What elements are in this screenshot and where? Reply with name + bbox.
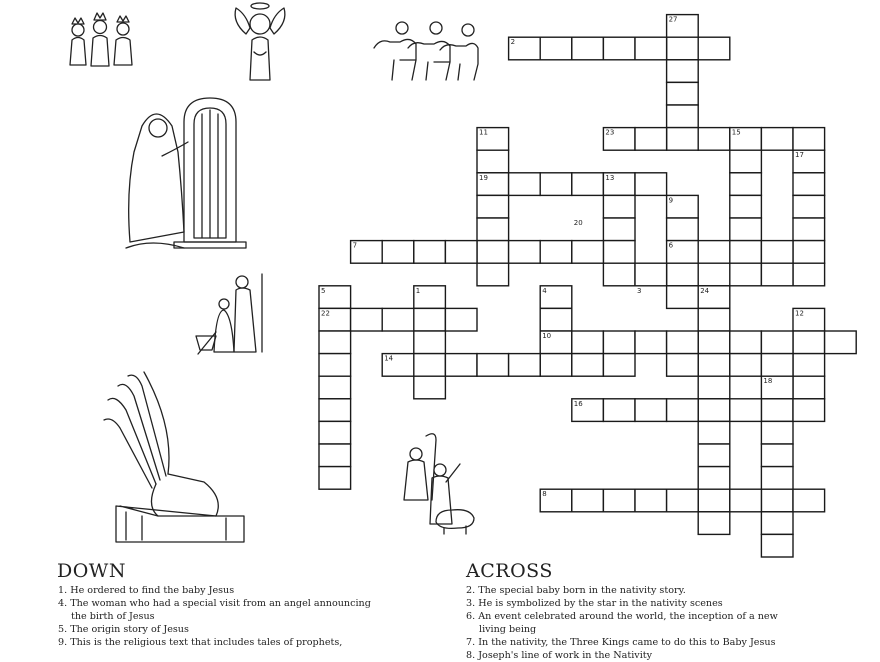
grid-cell[interactable] [445, 308, 477, 331]
grid-cell[interactable] [635, 331, 667, 354]
three-kings-icon [66, 10, 140, 74]
clue-number: 14 [384, 354, 394, 363]
grid-cell[interactable] [667, 60, 699, 83]
grid-cell[interactable] [540, 354, 572, 377]
grid-cell[interactable] [667, 218, 699, 241]
grid-cell[interactable] [414, 354, 446, 377]
grid-cell[interactable] [793, 173, 825, 196]
clue-number: 9 [668, 196, 674, 205]
grid-cell[interactable] [603, 37, 635, 60]
grid-cell[interactable] [540, 37, 572, 60]
grid-cell[interactable] [730, 331, 762, 354]
grid-cell[interactable] [793, 376, 825, 399]
clue-number: 15 [731, 128, 741, 137]
grid-cell[interactable] [477, 195, 509, 218]
nativity-family-icon [192, 270, 272, 362]
grid-cell[interactable] [572, 331, 604, 354]
grid-cell[interactable] [477, 263, 509, 286]
grid-cell[interactable] [761, 467, 793, 490]
grid-cell[interactable] [667, 105, 699, 128]
grid-cell[interactable] [698, 376, 730, 399]
grid-cell[interactable] [414, 331, 446, 354]
down-clue: 4. The woman who had a special visit from an angel announcing the birth of Jesus [58, 598, 371, 622]
grid-cell[interactable] [730, 489, 762, 512]
grid-cell[interactable] [730, 173, 762, 196]
grid-cell[interactable] [730, 241, 762, 264]
grid-cell[interactable] [698, 241, 730, 264]
grid-cell[interactable] [477, 354, 509, 377]
grid-cell[interactable] [730, 263, 762, 286]
clue-number: 1 [415, 286, 421, 295]
grid-cell[interactable] [698, 308, 730, 331]
king-right [114, 16, 132, 65]
down-clue-list [58, 584, 388, 649]
clue-number: 11 [479, 128, 488, 137]
grid-cell[interactable] [730, 399, 762, 422]
grid-cell[interactable] [603, 399, 635, 422]
across-clue: 2. The special baby born in the nativity story. [466, 585, 686, 596]
grid-cell[interactable] [761, 128, 793, 151]
grid-cell[interactable] [761, 241, 793, 264]
grid-cell[interactable] [793, 241, 825, 264]
clue-number: 19 [479, 173, 488, 182]
grid-cell[interactable] [572, 489, 604, 512]
grid-cell[interactable] [730, 195, 762, 218]
across-clue-list [466, 584, 806, 662]
grid-cell[interactable] [509, 354, 541, 377]
grid-cell[interactable] [761, 331, 793, 354]
grid-cell[interactable] [509, 173, 541, 196]
grid-cell[interactable] [572, 37, 604, 60]
grid-cell[interactable] [445, 354, 477, 377]
grid-cell[interactable] [319, 376, 351, 399]
grid-cell[interactable] [698, 489, 730, 512]
grid-cell[interactable] [793, 331, 825, 354]
clue-number: 8 [542, 490, 547, 499]
grid-cell[interactable] [319, 444, 351, 467]
grid-cell[interactable] [603, 489, 635, 512]
grid-cell[interactable] [761, 263, 793, 286]
grid-cell[interactable] [477, 218, 509, 241]
across-clue: 7. In the nativity, the Three Kings came to do this to Baby Jesus [466, 637, 776, 648]
grid-cell[interactable] [667, 37, 699, 60]
grid-cell[interactable] [761, 444, 793, 467]
grid-cell[interactable] [698, 128, 730, 151]
grid-cell[interactable] [793, 354, 825, 377]
clue-number: 22 [321, 309, 330, 318]
king-middle [91, 13, 109, 66]
grid-cell[interactable] [698, 444, 730, 467]
grid-cell[interactable] [793, 218, 825, 241]
grid-cell[interactable] [761, 489, 793, 512]
grid-cell[interactable] [635, 489, 667, 512]
grid-cell[interactable] [698, 512, 730, 535]
grid-cell[interactable] [667, 286, 699, 309]
across-clue: 6. An event celebrated around the world, the inception of a new living being [466, 611, 778, 635]
grid-cell[interactable] [603, 218, 635, 241]
grid-cell[interactable] [667, 128, 699, 151]
kings-on-camels-icon [370, 8, 480, 88]
clue-number: 2 [510, 38, 516, 47]
clue-number: 10 [542, 332, 552, 340]
grid-cell[interactable] [698, 37, 730, 60]
angel-icon [232, 0, 288, 88]
grid-cell[interactable] [698, 263, 730, 286]
grid-cell[interactable] [793, 128, 825, 151]
grid-cell[interactable] [572, 241, 604, 264]
praying-hands-icon [96, 366, 246, 550]
grid-cell[interactable] [667, 354, 699, 377]
grid-cell[interactable] [793, 263, 825, 286]
across-clue: 8. Joseph's line of work in the Nativity [466, 650, 653, 661]
clue-number: 16 [573, 399, 583, 408]
grid-cell[interactable] [698, 421, 730, 444]
grid-cell[interactable] [667, 399, 699, 422]
grid-cell[interactable] [477, 241, 509, 264]
grid-cell[interactable] [761, 534, 793, 557]
clue-number: 6 [668, 241, 674, 250]
grid-cell[interactable] [667, 489, 699, 512]
clue-number: 4 [542, 286, 547, 295]
grid-cell[interactable] [382, 241, 414, 264]
down-clue: 1. He ordered to find the baby Jesus [58, 585, 235, 596]
grid-cell[interactable] [351, 308, 383, 331]
grid-cell[interactable] [761, 354, 793, 377]
grid-cell[interactable] [319, 399, 351, 422]
clue-number: 20 [573, 219, 583, 227]
grid-cell[interactable] [414, 308, 446, 331]
grid-cell[interactable] [730, 218, 762, 241]
grid-cell[interactable] [414, 376, 446, 399]
clue-number: 18 [763, 377, 773, 386]
grid-cell[interactable] [825, 331, 857, 354]
grid-cell[interactable] [635, 128, 667, 151]
grid-cell[interactable] [635, 263, 667, 286]
clue-number: 27 [668, 15, 678, 24]
grid-cell[interactable] [540, 241, 572, 264]
grid-cell[interactable] [540, 173, 572, 196]
grid-cell[interactable] [698, 467, 730, 490]
grid-cell[interactable] [698, 399, 730, 422]
grid-cell[interactable] [382, 308, 414, 331]
grid-cell[interactable] [667, 82, 699, 105]
grid-cell[interactable] [445, 241, 477, 264]
grid-cell[interactable] [603, 263, 635, 286]
mary-at-door-icon [122, 92, 252, 256]
grid-cell[interactable] [572, 173, 604, 196]
grid-cell[interactable] [635, 173, 667, 196]
grid-cell[interactable] [793, 195, 825, 218]
grid-cell[interactable] [509, 241, 541, 264]
grid-cell[interactable] [414, 241, 446, 264]
grid-cell[interactable] [603, 331, 635, 354]
king-left [70, 18, 86, 65]
grid-cell[interactable] [572, 354, 604, 377]
grid-cell[interactable] [319, 331, 351, 354]
clue-number: 3 [637, 286, 642, 295]
down-clue: 9. This is the religious text that includes tales of prophets, [58, 637, 343, 648]
grid-cell[interactable] [635, 37, 667, 60]
grid-cell[interactable] [319, 354, 351, 377]
across-clue: 3. He is symbolized by the star in the nativity scenes [466, 598, 723, 609]
down-clue: 5. The origin story of Jesus [58, 624, 189, 635]
clue-number: 24 [700, 286, 710, 295]
grid-cell[interactable] [730, 150, 762, 173]
clue-number: 13 [605, 173, 615, 182]
grid-cell[interactable] [761, 512, 793, 535]
grid-cell[interactable] [603, 241, 635, 264]
grid-cell[interactable] [540, 308, 572, 331]
grid-cell[interactable] [698, 354, 730, 377]
clue-number: 5 [321, 286, 326, 295]
grid-cell[interactable] [667, 331, 699, 354]
down-heading: DOWN [57, 560, 126, 582]
grid-cell[interactable] [761, 399, 793, 422]
grid-cell[interactable] [603, 195, 635, 218]
shepherds-icon [396, 430, 482, 538]
clue-number: 12 [795, 309, 804, 318]
grid-cell[interactable] [667, 263, 699, 286]
grid-cell[interactable] [477, 150, 509, 173]
clue-number: 7 [352, 241, 358, 250]
grid-cell[interactable] [730, 354, 762, 377]
grid-cell[interactable] [635, 399, 667, 422]
clue-number: 23 [605, 128, 615, 137]
grid-cell[interactable] [319, 421, 351, 444]
grid-cell[interactable] [793, 399, 825, 422]
grid-cell[interactable] [793, 489, 825, 512]
grid-cell[interactable] [698, 331, 730, 354]
grid-cell[interactable] [603, 354, 635, 377]
grid-cell[interactable] [761, 421, 793, 444]
grid-cell[interactable] [319, 467, 351, 490]
clue-number: 17 [795, 151, 804, 160]
across-heading: ACROSS [466, 560, 553, 582]
